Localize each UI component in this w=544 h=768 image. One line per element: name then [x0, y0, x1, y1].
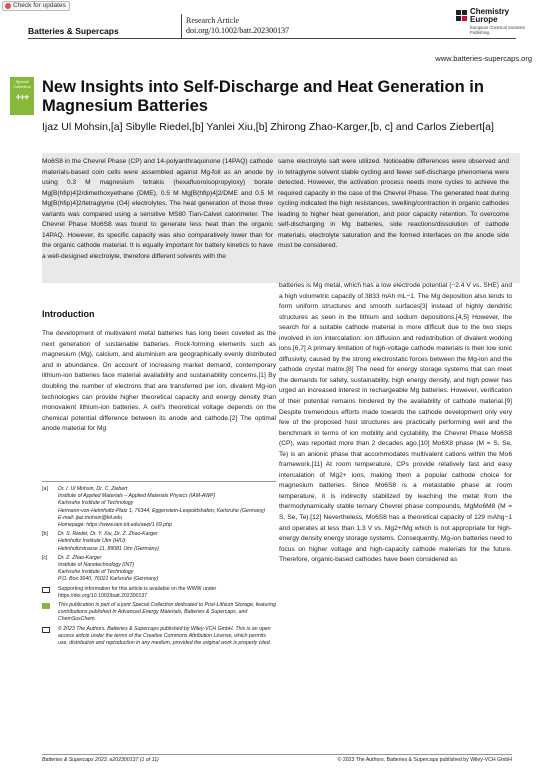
license-note: [42, 626, 276, 648]
article-title: New Insights into Self-Discharge and Heat Generation in Magnesium Batteries: [42, 78, 484, 115]
footer-copyright: © 2023 The Authors. Batteries & Supercaps published by Wiley-VCH GmbH: [337, 757, 512, 763]
badge-text: Special Collection: [13, 79, 31, 89]
journal-website[interactable]: www.batteries-supercaps.org: [435, 54, 532, 63]
header-rule: [28, 38, 516, 39]
footnote-b: [b] Dr. S. Riedel, Dr. Y. Xiu, Dr. Z. Zhao-Karger Helmholtz Institute Ulm (HIU) Helmholtzstrasse 11, 89081 Ulm (Germany): [42, 531, 159, 552]
license-text: © 2023 The Authors. Batteries & Supercaps published by Wiley-VCH GmbH. This is an open access article under the terms of the Creative Commons Attribution License, which permits use, distribution and reproduction in any medium, provided the original work is properly cited.: [58, 625, 272, 647]
footnote-c: [c] Dr. Z. Zhao-Karger Institute of Nanotechnology (INT) Karlsruhe Institute of Technology P.O. Box 3640, 76021 Karlsruhe (Germany): [42, 554, 159, 583]
footer-citation: Batteries & Supercaps 2023, e202300137 (1 of 11): [42, 757, 159, 763]
journal-name: Batteries & Supercaps: [28, 26, 119, 36]
author-list: Ijaz Ul Mohsin,[a] Sibylle Riedel,[b] Yanlei Xiu,[b] Zhirong Zhao-Karger,[b, c] and Carlos Ziebert[a]: [42, 121, 494, 133]
chemistry-europe-logo-icon: [456, 10, 467, 21]
special-collection-icon: [42, 603, 50, 609]
supporting-info-note[interactable]: [42, 586, 276, 600]
special-collection-text: This publication is part of a joint Special Collection dedicated to Post-Lithium Storage, featuring contributions published in Advanced Energy Materials, Batteries & Supercaps, and ChemSusChem.: [58, 602, 276, 623]
supporting-info-text: Supporting information for this article is available on the WWW under https://doi.org/10.1002/batt.202300137: [58, 585, 217, 599]
logo-tagline: European Chemical Societies Publishing: [470, 25, 525, 35]
check-for-updates-label: Check for updates: [13, 2, 66, 9]
abstract-box: [42, 153, 520, 283]
footnote-a-text: Dr. I. Ul Mohsin, Dr. C. Ziebert Institute of Applied Materials – Applied Materials Physics (IAM-AWP) Karlsruhe Institute of Technology Hermann-von-Helmholtz-Platz 1, 76344, Eggenstein-Leopoldshafen, Karlsruhe (Germany) E-mail: ijaz.mohsin@kit.edu Homepage: https://www.iam.kit.edu/awp/1 69.php: [58, 486, 266, 529]
section-heading: Introduction: [42, 309, 95, 319]
doi-link[interactable]: doi.org/10.1002/batt.202300137: [186, 26, 290, 35]
badge-symbol: +++: [15, 92, 29, 102]
logo-line2: Europe: [470, 15, 498, 24]
article-type: Research Article: [186, 16, 240, 25]
footer-rule: [42, 754, 512, 755]
intro-left-column: The development of multivalent metal batteries has long been coveted as the next generation of sustainable batteries. Rock-forming elements such as magnesium (Mg), calcium, and aluminium are geographically evenly distributed and in abundance. On account of increasing market demand, contemporary lithium-ion batteries face material availability and sustainability concerns.[1] By doubling the number of electrons that are transferred per ion, divalent Mg-ion technologies can provide higher theoretical capacity and energy density than monovalent lithium-ion batteries. A cell's theoretical voltage depends on the chemical potential difference between its anode and cathode.[2] The optimal anode material for Mg: [42, 330, 276, 433]
intro-right-column: batteries is Mg metal, which has a low electrode potential (−2.4 V vs. SHE) and a high volumetric capacity of 3833 mAh mL−1. The Mg deposition also tends to form uniform structures and smooth surfaces[3] instead of highly dendritic structures as seen in the lithium and sodium depositions.[4,5] However, the search for a suitable cathode material is more difficult due to the two steps involved in ion intercalation: ion diffusion and redistribution of divalent working ions.[6,7] A primary limitation of high-voltage cathode materials is their low ionic diffusivity, caused by the strong electrostatic forces between the Mg-ion and the cathode crystal matrix.[8] The need for energy storage systems that can meet the demands for safety, sustainability, high energy density, and high power has urged an increased interest in rechargeable Mg batteries. However, verification of their potential remains hindered by the availability of cathode material.[9] Despite tremendous efforts made towards the cathode development only very few of the proposed host structures are practically performing well and the benchmark in terms of ion mobility and cyclability, the Chevrel Phase Mo6S8 (CP), was reported more than 2 decades ago.[10] Mo6X8 phase (M = S, Se, Te) is an anionic phase that accommodates multivalent cations within the Mo6 framework.[11] At room temperature, CPs provide relatively fast and easy intercalation of Mg2+ ions, making them a popular cathode choice for magnesium batteries. Since Mo6S8 is a metastable phase at room temperature, it is indirectly stabilized by leaching the metal from the thermodynamically stable ternary Chevrel phase compounds, MgMo6M8 (M = S, Se, Te).[12] Nevertheless, Mo6S8 has a theoretical capacity of 129 mAhg−1 and operates at less than 1.3 V vs. Mg2+/Mg which is not appropriate for high-energy density energy storage systems. Consequently, Mg-ion batteries need to focus on higher voltage and high-capacity cathode materials for the future. Therefore, organic-based cathodes have been considered as: [279, 282, 512, 564]
update-badge-icon: [5, 3, 11, 9]
special-collection-badge: [10, 77, 34, 115]
special-collection-note: [42, 602, 276, 624]
footnote-a: [a] Dr. I. Ul Mohsin, Dr. C. Ziebert Institute of Applied Materials – Applied Materials Physics (IAM-AWP) Karlsruhe Institute of Technology Hermann-von-Helmholtz-Platz 1, 76344, Eggenstein-Leopoldshafen, Karlsruhe (Germany) E-mail: ijaz.mohsin@kit.edu Homepage: https://www.iam.kit.edu/awp/1 69.php: [42, 486, 266, 529]
footnote-b-text: Dr. S. Riedel, Dr. Y. Xiu, Dr. Z. Zhao-Karger Helmholtz Institute Ulm (HIU) Helmholtzstrasse 11, 89081 Ulm (Germany): [58, 531, 159, 552]
header-divider: [181, 14, 182, 38]
copyright-icon: [42, 627, 50, 633]
logo-line1: Chemistry: [470, 7, 510, 16]
supporting-info-icon: [42, 587, 50, 593]
footnote-c-text: Dr. Z. Zhao-Karger Institute of Nanotechnology (INT) Karlsruhe Institute of Technology P.O. Box 3640, 76021 Karlsruhe (Germany): [58, 554, 159, 583]
footnote-rule: [42, 481, 276, 482]
affiliation-footnotes: [42, 486, 276, 647]
abstract-right-column: same electrolyte salt were utilized. Noticeable differences were observed and in tetraglyme solvent stable cycling and fewer self-discharge phenomena were detected. However, the activation process needs more cycles to achieve the required capacity in the case of the Chevrel Phase. The generated heat during cycling indicated the high resistances, swelling/contraction in organic cathodes leading to higher heat generation, and poor capacity retention. To overcome self-discharging in Mg batteries, side reactions/dissolution of cathode materials, electrolyte saturation and the formed interfaces on the anode side must be considered.: [278, 158, 509, 249]
abstract-left-column: Mo6S8 in the Chevrel Phase (CP) and 14-polyanthraquinone (14PAQ) cathode materials-based coin cells were assembled against Mg-foil as an anode by using 0.3 M magnesium tetrakis (hexafluoroisopropyloxy) borate Mg[B(hfip)4]2/dimethoxyethane (DME), 0.5 M Mg[B(hfip)4]2/DME and 0.5 M Mg[B(hfip)4]2/tetraglyme (G4) electrolytes. The heat generation of those three variants was compared using a sensitive MS80 Tian-Calvet calorimeter. The Chevrel Phase Mo6S8 was found to generate less heat than the organic 14PAQ. However, its specific capacity was also comparatively lower than for the organic cathode material. It is equally important for battery kinetics to have a well-designed electrolyte, therefore different solvents with the: [42, 158, 273, 260]
check-for-updates-button[interactable]: [2, 1, 70, 11]
